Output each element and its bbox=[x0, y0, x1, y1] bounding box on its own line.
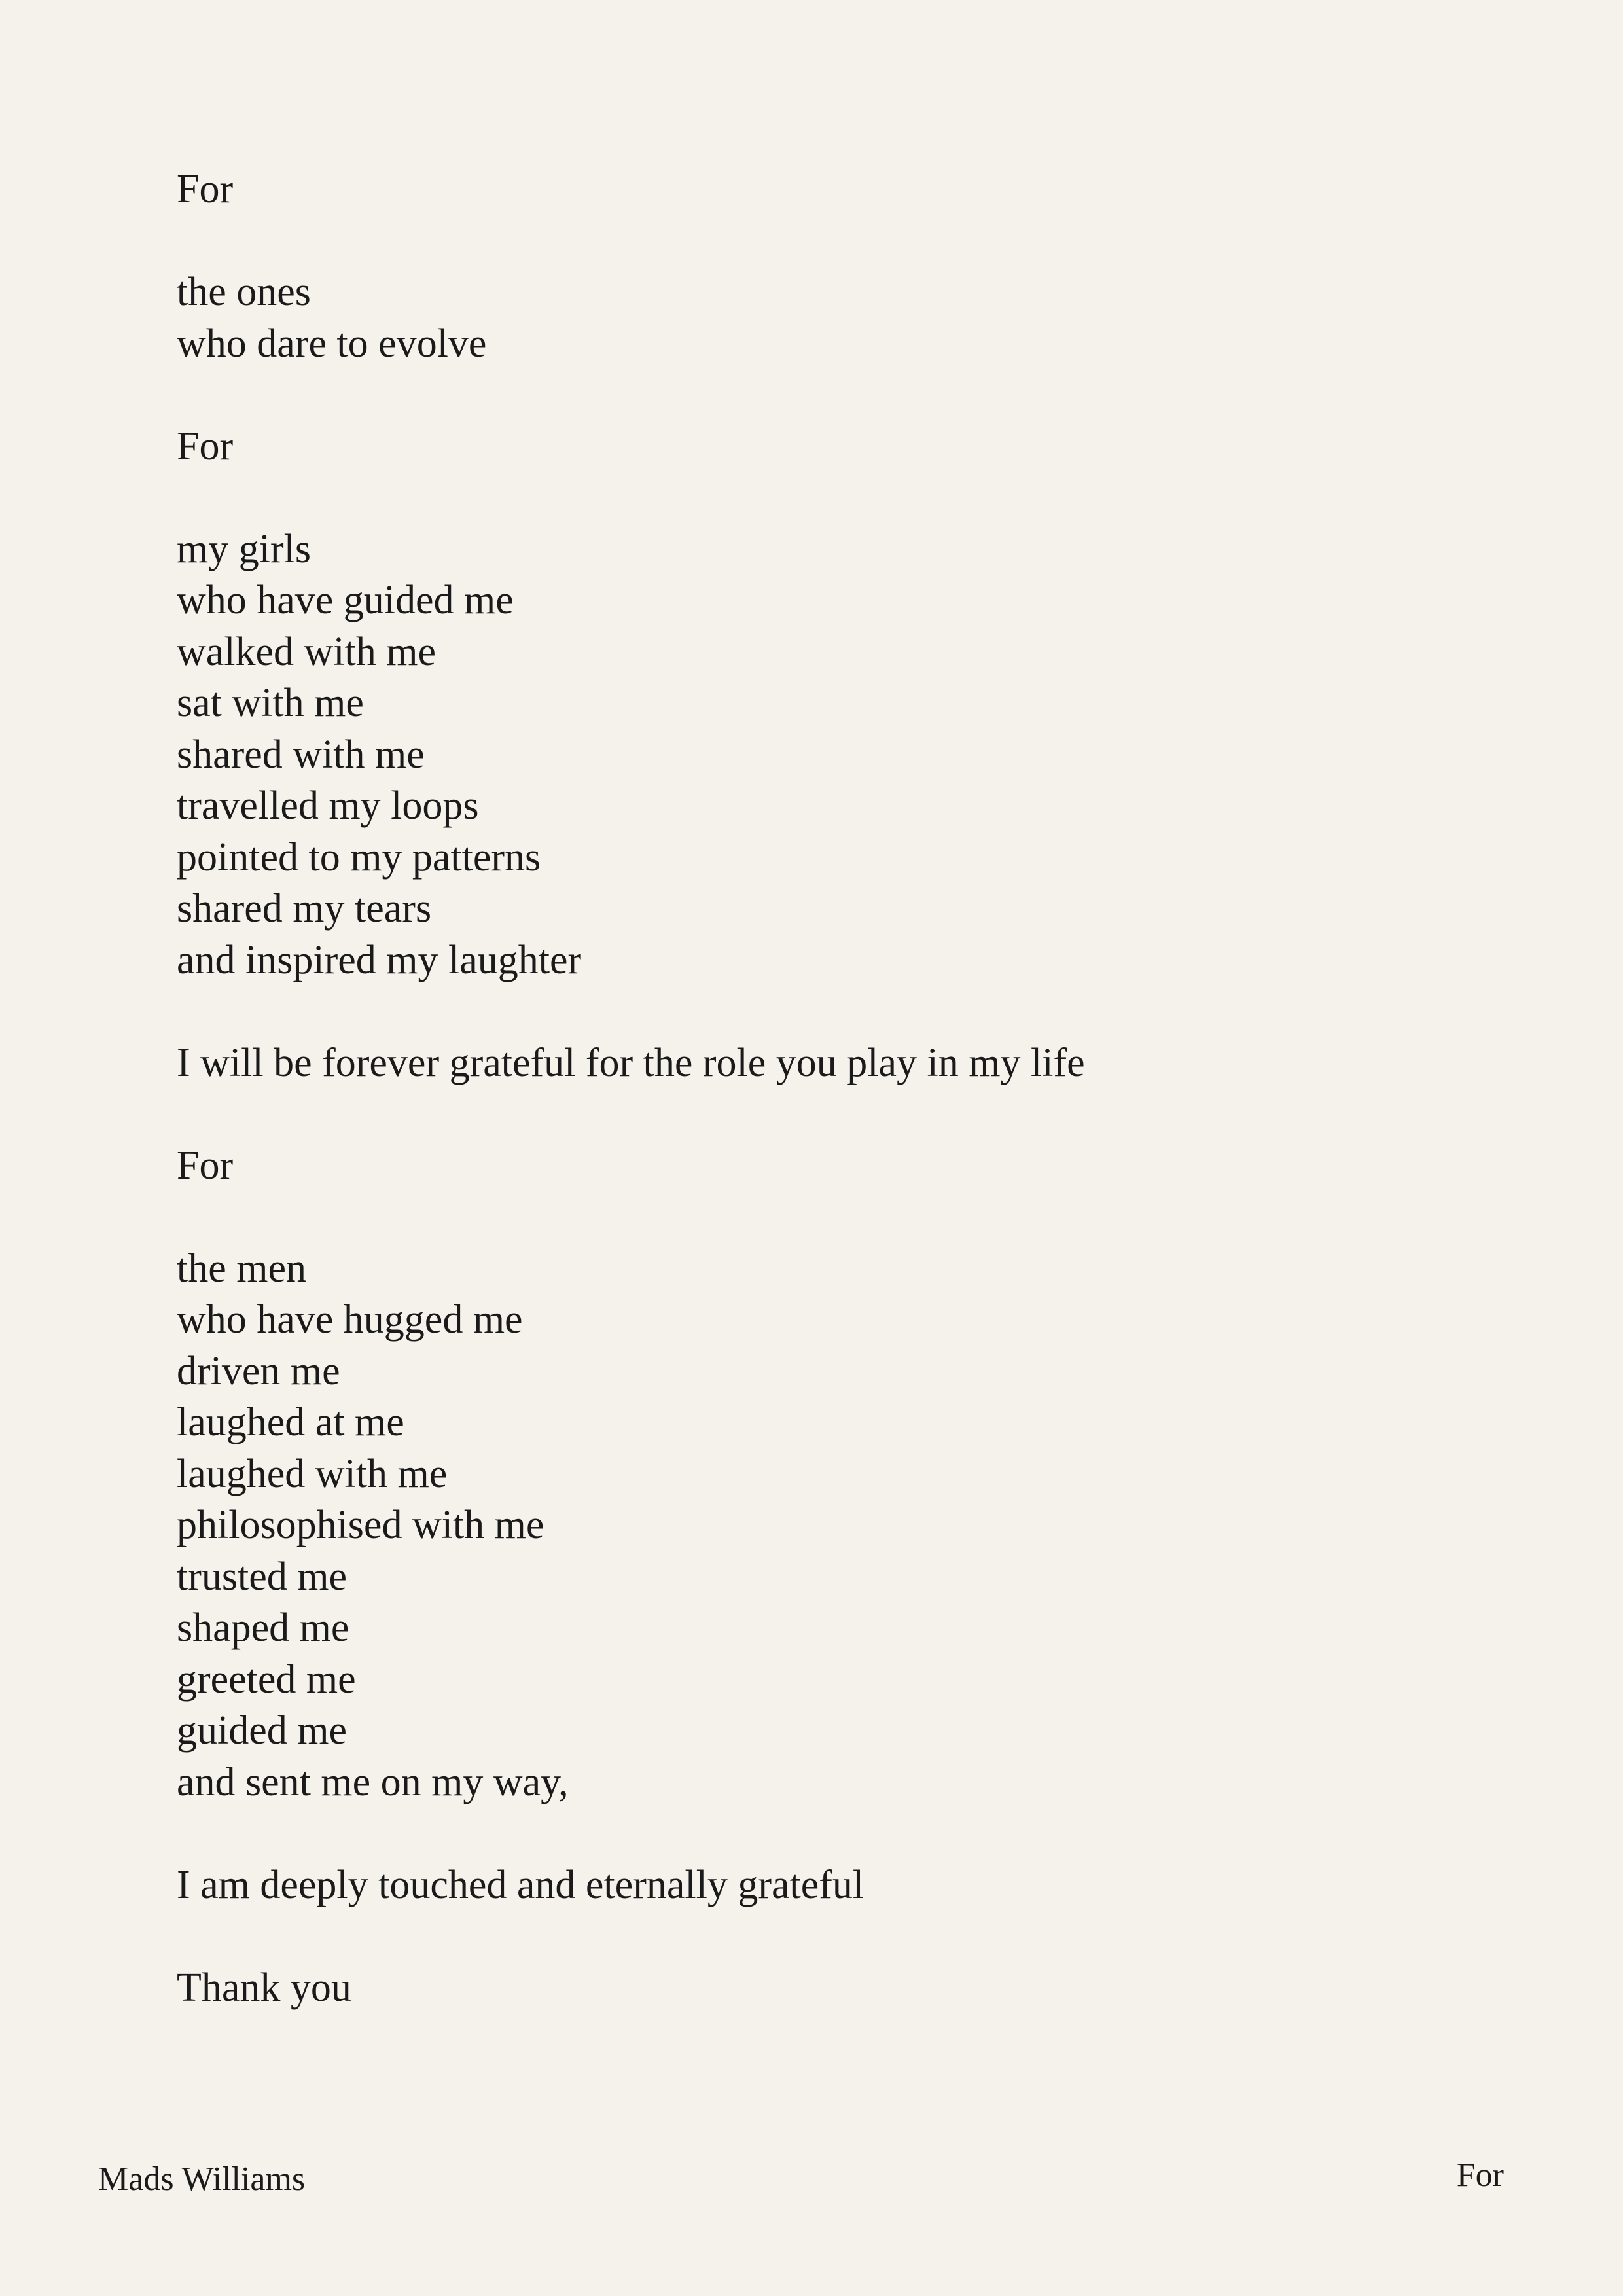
poem-line: driven me bbox=[177, 1348, 340, 1393]
poem-line: the men bbox=[177, 1246, 306, 1291]
poem-line: I will be forever grateful for the role you play in my life bbox=[177, 1040, 1085, 1085]
poem-line: who have hugged me bbox=[177, 1297, 523, 1342]
poem-line: shared my tears bbox=[177, 886, 432, 931]
stanza bbox=[177, 1243, 1486, 1808]
poem-line: sat with me bbox=[177, 681, 364, 725]
poem-line: greeted me bbox=[177, 1657, 356, 1702]
poem-line: shaped me bbox=[177, 1605, 349, 1650]
poem-line: the ones bbox=[177, 270, 311, 314]
poem-line: and sent me on my way, bbox=[177, 1759, 569, 1804]
footer-title: For bbox=[1456, 2157, 1504, 2194]
poem-line: For bbox=[177, 1143, 234, 1188]
stanza bbox=[177, 1962, 1486, 2014]
footer-author: Mads Williams bbox=[98, 2161, 306, 2198]
poem-line: laughed at me bbox=[177, 1400, 404, 1444]
poem-line: who dare to evolve bbox=[177, 321, 487, 366]
poem-line: who have guided me bbox=[177, 578, 514, 622]
poem-line: travelled my loops bbox=[177, 783, 479, 828]
poem-line: guided me bbox=[177, 1708, 347, 1753]
poem-line: and inspired my laughter bbox=[177, 937, 582, 982]
poem-line: pointed to my patterns bbox=[177, 834, 541, 880]
poem-line: my girls bbox=[177, 526, 311, 571]
stanza bbox=[177, 524, 1486, 986]
poem-line: Thank you bbox=[177, 1965, 351, 2010]
poem-line: I am deeply touched and eternally grateful bbox=[177, 1862, 865, 1907]
poem-body bbox=[177, 164, 1486, 2065]
poem-line: philosophised with me bbox=[177, 1503, 544, 1547]
stanza bbox=[177, 266, 1486, 369]
poem-line: trusted me bbox=[177, 1554, 347, 1599]
poem-line: For bbox=[177, 167, 234, 211]
poem-line: laughed with me bbox=[177, 1451, 448, 1496]
poem-line: walked with me bbox=[177, 629, 437, 674]
stanza bbox=[177, 421, 1486, 473]
poem-line: shared with me bbox=[177, 732, 425, 777]
stanza bbox=[177, 1037, 1486, 1089]
stanza bbox=[177, 1859, 1486, 1911]
stanza bbox=[177, 164, 1486, 215]
stanza bbox=[177, 1140, 1486, 1192]
poem-line: For bbox=[177, 423, 234, 469]
